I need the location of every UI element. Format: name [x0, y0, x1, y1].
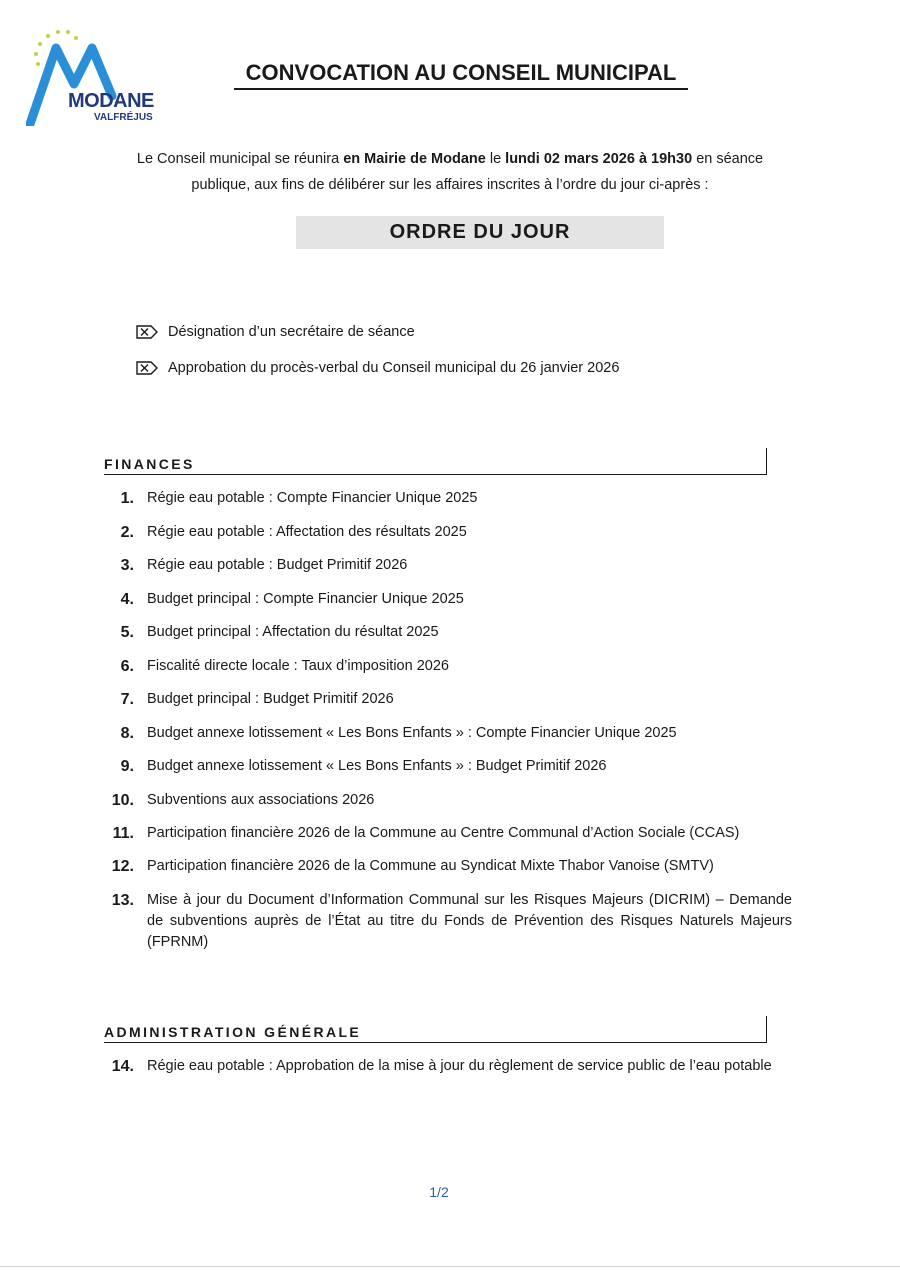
section-title: ADMINISTRATION GÉNÉRALE [104, 1024, 362, 1040]
agenda-item-number: 2. [120, 524, 134, 541]
intro-text-3: en séance [692, 151, 764, 167]
preliminary-item [136, 358, 619, 378]
agenda-item-text: Participation financière 2026 de la Commune au Syndicat Mixte Thabor Vanoise (SMTV) [147, 858, 714, 874]
agenda-item-text: Fiscalité directe locale : Taux d’imposition 2026 [147, 658, 449, 674]
agenda-item-number: 13. [111, 892, 134, 909]
page-bottom-divider [0, 1266, 900, 1267]
agenda-item-text: Budget principal : Affectation du résultat 2025 [147, 624, 439, 640]
agenda-item-number: 11. [112, 825, 134, 842]
agenda-item-text: Mise à jour du Document d’Information Communal sur les Risques Majeurs (DICRIM) – Demande de subventions auprès de l’État au titre du Fonds de Prévention des Risques Naturels Majeurs (FPRNM) [147, 892, 792, 950]
agenda-item-text: Budget principal : Compte Financier Unique 2025 [147, 591, 464, 607]
section-administration-header [104, 1016, 767, 1043]
agenda-item-number: 5. [120, 624, 134, 641]
agenda-item-number: 6. [120, 658, 134, 675]
page-number: 1/2 [429, 1184, 449, 1200]
intro-text-2: le [485, 151, 506, 167]
logo-name: MODANE [68, 90, 154, 112]
agenda-item-text: Régie eau potable : Compte Financier Unique 2025 [147, 490, 478, 506]
preliminary-item-label: Approbation du procès-verbal du Conseil municipal du 26 janvier 2026 [168, 360, 620, 376]
section-finances-header [104, 448, 767, 475]
logo-subtitle: VALFRÉJUS [94, 112, 153, 123]
agenda-item-text: Participation financière 2026 de la Commune au Centre Communal d’Action Sociale (CCAS) [147, 825, 740, 841]
page-title: CONVOCATION AU CONSEIL MUNICIPAL [234, 60, 688, 90]
intro-text-1: Le Conseil municipal se réunira [136, 151, 344, 167]
agenda-item-text: Subventions aux associations 2026 [147, 792, 375, 808]
agenda-item-text: Budget principal : Budget Primitif 2026 [147, 691, 394, 707]
agenda-item-number: 4. [120, 591, 134, 608]
modane-logo [26, 26, 166, 126]
preliminary-item-label: Désignation d’un secrétaire de séance [168, 324, 415, 340]
agenda-item-number: 14. [111, 1058, 134, 1075]
agenda-item-number: 12. [111, 858, 134, 875]
agenda-item-number: 3. [120, 557, 134, 574]
agenda-item-text: Budget annexe lotissement « Les Bons Enfants » : Budget Primitif 2026 [147, 758, 607, 774]
agenda-item-text: Régie eau potable : Approbation de la mise à jour du règlement de service public de l’eau potable [147, 1058, 772, 1074]
agenda-item-number: 7. [120, 691, 134, 708]
agenda-item-text: Régie eau potable : Budget Primitif 2026 [147, 557, 408, 573]
agenda-item-text: Budget annexe lotissement « Les Bons Enfants » : Compte Financier Unique 2025 [147, 725, 677, 741]
agenda-item-number: 10. [111, 792, 134, 809]
checkbox-arrow-icon [136, 325, 158, 339]
checkbox-arrow-icon [136, 361, 158, 375]
intro-date: lundi 02 mars 2026 à 19h30 [505, 151, 693, 167]
agenda-item-text: Régie eau potable : Affectation des résultats 2025 [147, 524, 467, 540]
preliminary-item [136, 322, 415, 342]
agenda-item-number: 8. [120, 725, 134, 742]
intro-line-2: publique, aux fins de délibérer sur les affaires inscrites à l’ordre du jour ci-après : [191, 177, 709, 193]
intro-location: en Mairie de Modane [343, 151, 486, 167]
intro-line-1 [60, 146, 840, 172]
agenda-item-number: 9. [120, 758, 134, 775]
section-title: FINANCES [104, 456, 195, 472]
agenda-item-number: 1. [120, 490, 134, 507]
agenda-heading: ORDRE DU JOUR [296, 216, 664, 249]
